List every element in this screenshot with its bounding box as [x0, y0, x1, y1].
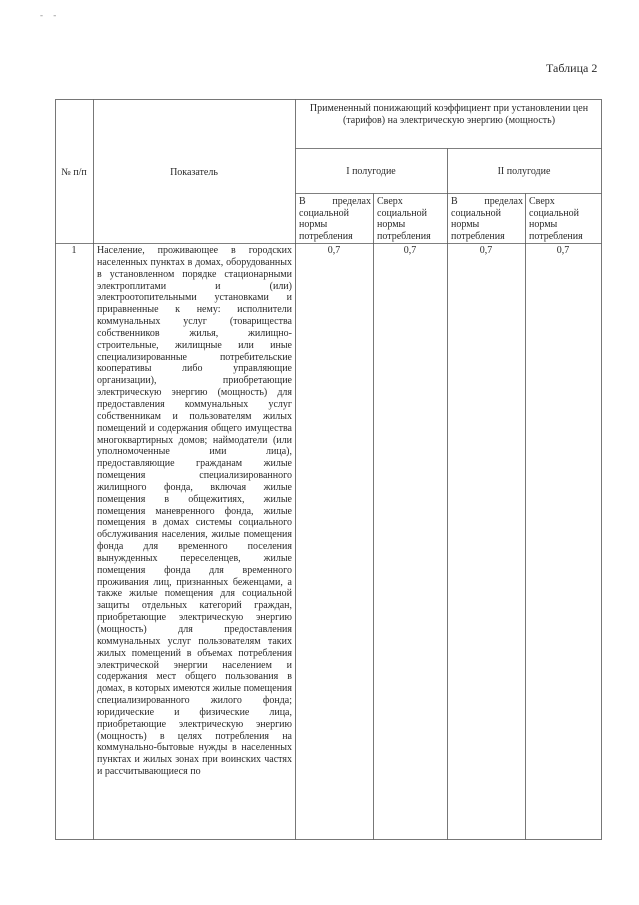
row-1-half1-above-value: 0,7 [403, 245, 417, 256]
header-indicator: Показатель [170, 167, 218, 178]
header-half1-within-norm: В пределах социальной нормы потребления [299, 196, 371, 243]
row-1-indicator-text: Население, проживающее в городских населенных пунктах в домах, оборудованных в установленном порядке стационарными электроплитами и (или) электроотопительными установками и приравненные к нему: исполнители коммунальных услуг (товарищества собственников жилья, жилищно-строительные, жилищные или иные специализированные потребительские кооперативы либо управляющие организации), приобретающие электрическую энергию (мощность) для предоставления коммунальных услуг собственникам и пользователям жилых помещений и содержания общего имущества многоквартирных домов; наймодатели (или уполномоченные ими лица), предоставляющие гражданам жилые помещения специализированного жилищного фонда, включая жилые помещения в общежитиях, жилые помещения маневренного фонда, жилые помещения в домах системы социального обслуживания населения, жилые помещения фонда для временного поселения вынужденных переселенцев, жилые помещения фонда для временного проживания лиц, признанных беженцами, а также жилые помещения для социальной защиты отдельных категорий граждан, приобретающие электрическую энергию (мощность) для предоставления коммунальных услуг пользователям таких жилых помещений в объемах потребления электрической энергии населением и содержания мест общего пользования в домах, в которых имеются жилые помещения специализированного жилого фонда; юридические и физические лица, приобретающие электрическую энергию (мощность) в целях потребления на коммунально-бытовые нужды в населенных пунктах и жилых зонах при воинских частях и рассчитывающиеся по [97, 245, 292, 778]
coefficient-table [55, 99, 602, 840]
row-1-half1-within-value: 0,7 [327, 245, 341, 256]
page-corner-mark: - - [40, 10, 61, 20]
header-num: № п/п [61, 167, 87, 178]
row-1-half2-within-value: 0,7 [479, 245, 493, 256]
header-coefficient: Примененный понижающий коэффициент при установлении цен (тарифов) на электрическую энергию (мощность) [309, 103, 589, 126]
header-half2-within-norm: В пределах социальной нормы потребления [451, 196, 523, 243]
header-half2-above-norm: Сверх социальной нормы потребления [529, 196, 583, 243]
table-title: Таблица 2 [546, 61, 598, 75]
header-half2: II полугодие [497, 166, 551, 177]
header-half1: I полугодие [346, 166, 396, 177]
row-1-half2-above-value: 0,7 [556, 245, 570, 256]
row-1-num: 1 [71, 245, 77, 256]
header-half1-above-norm: Сверх социальной нормы потребления [377, 196, 431, 243]
